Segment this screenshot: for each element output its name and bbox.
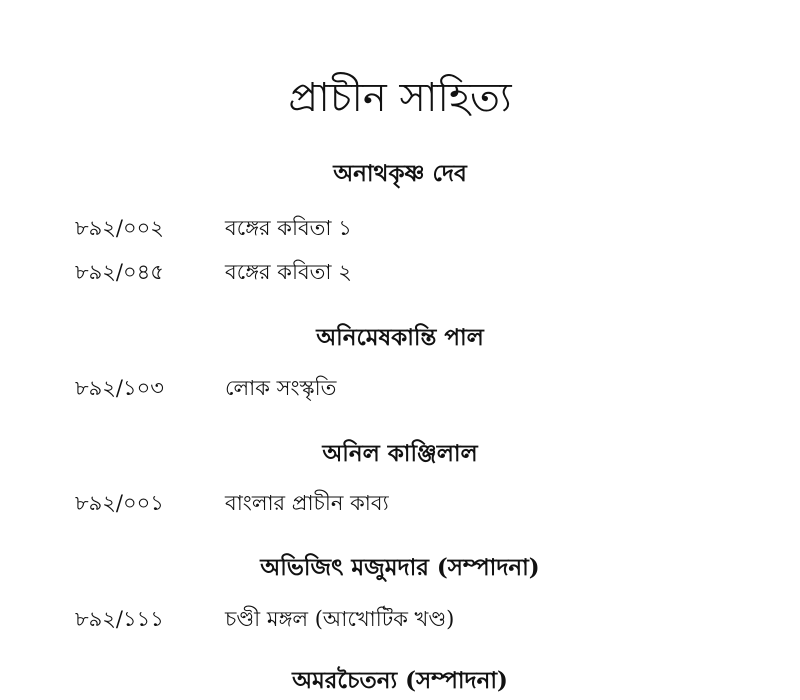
book-title: বাংলার প্রাচীন কাব্য — [225, 491, 389, 515]
author-heading: অমরচৈতন্য (সম্পাদনা) — [292, 667, 508, 694]
book-code: ৮৯২/১১১ — [75, 607, 164, 631]
book-code: ৮৯২/০০১ — [75, 491, 164, 515]
book-entry — [75, 487, 389, 519]
author-heading: অভিজিৎ মজুমদার (সম্পাদনা) — [260, 554, 540, 581]
book-code: ৮৯২/০৪৫ — [75, 260, 164, 284]
author-heading: অনিমেষকান্তি পাল — [316, 324, 484, 351]
book-entry — [75, 372, 336, 404]
book-title: চণ্ডী মঙ্গল (আখোটিক খণ্ড) — [225, 607, 455, 631]
author-heading: অনিল কাঞ্জিলাল — [322, 440, 478, 467]
book-entry — [75, 212, 352, 244]
book-title: বঙ্গের কবিতা ২ — [225, 260, 352, 284]
book-title: লোক সংস্কৃতি — [225, 376, 337, 400]
book-code: ৮৯২/০০২ — [75, 216, 164, 240]
page-title: প্রাচীন সাহিত্য — [288, 75, 512, 121]
book-entry — [75, 603, 454, 635]
book-entry — [75, 256, 352, 288]
book-title: বঙ্গের কবিতা ১ — [225, 216, 352, 240]
author-heading: অনাথকৃষ্ণ দেব — [333, 160, 467, 187]
book-code: ৮৯২/১০৩ — [75, 376, 164, 400]
